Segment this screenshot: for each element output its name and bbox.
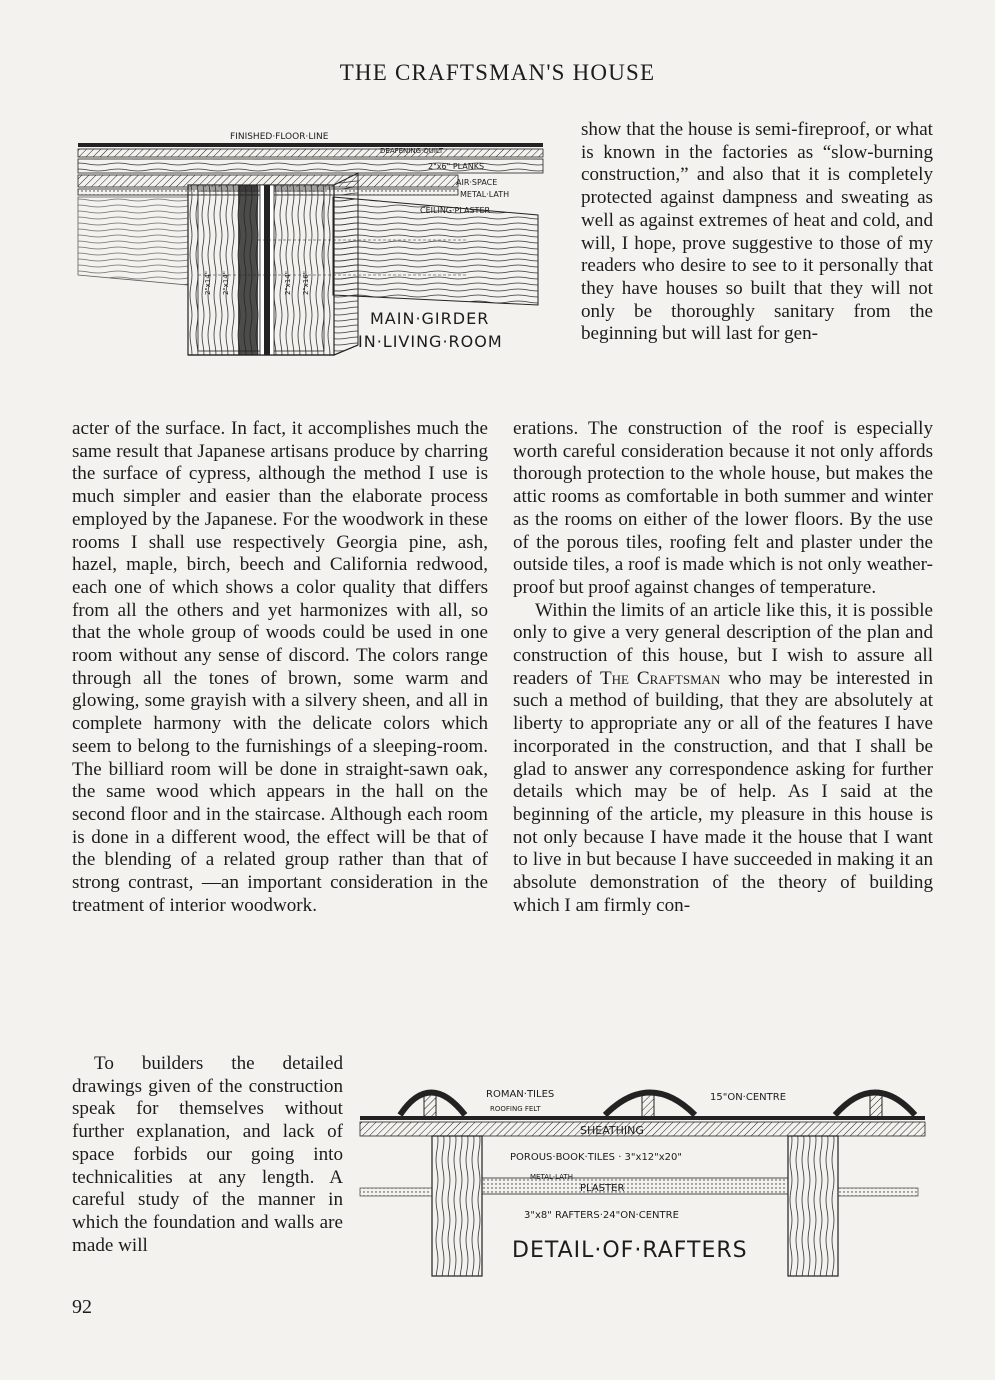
rafters-spacing-label: 3"x8" RAFTERS·24"ON·CENTRE <box>524 1210 679 1221</box>
metal-lath-label-rafters: METAL·LATH <box>530 1173 573 1181</box>
girder-caption-line-1: MAIN·GIRDER <box>370 309 490 328</box>
metal-lath-label: METAL·LATH <box>460 190 510 199</box>
girder-dim-2: 2"x14" <box>222 271 230 295</box>
magazine-name: The Craftsman <box>599 667 721 689</box>
column-right-text <box>513 418 933 917</box>
girder-dim-1: 2"x14" <box>204 271 212 295</box>
running-header: THE CRAFTSMAN'S HOUSE <box>339 60 656 85</box>
main-girder-figure <box>68 125 578 387</box>
porous-tiles-label: POROUS·BOOK·TILES · 3"x12"x20" <box>510 1152 683 1163</box>
air-space-label: AIR·SPACE <box>456 178 498 187</box>
column-left-text: acter of the surface. In fact, it accomplishes much the same result that Japanese artisans produce by charring the surface of cypress, although the method I use is much simpler and easier than the elaborate process employed by the Japanese. For the woodwork in these rooms I shall use respectively Georgia pine, ash, hazel, maple, birch, beech and California redwood, each one of which shows a color quality that differs from all the others and yet harmonizes with all, so that the whole group of woods could be used in one room without any sense of discord. The colors range through all the tones of brown, some warm and glowing, some grayish with a silvery sheen, and all in complete harmony with the delicate colors which seem to belong to the furnishings of a sleeping-room. The billiard room will be done in straight-sawn oak, the same wood which appears in the hall on the second floor and in the staircase. Although each room is done in a different wood, the effect will be that of the blending of a related group rather than that of strong contrast, —an important consideration in the treatment of interior woodwork. <box>72 418 488 916</box>
spacing-label: 15"ON·CENTRE <box>710 1092 787 1103</box>
plaster-label: PLASTER <box>580 1183 625 1194</box>
girder-dim-4: 2"x16" <box>302 271 310 295</box>
rafters-caption: DETAIL·OF·RAFTERS <box>512 1238 748 1263</box>
paragraph-top-right: show that the house is semi-fireproof, or what is known in the factories as “slow-burning construction,” and also that it is completely protected against dampness and sweating as well as against extremes of heat and cold, and will, I hope, prove suggestive to those of my readers who desire to see to it personally that they have houses so built that they will not only be thoroughly sanitary from the beginning but will last for gen- <box>581 119 933 345</box>
deafening-quilt-label: DEAFENING·QUILT <box>380 147 444 155</box>
girder-caption-line-2: IN·LIVING·ROOM <box>358 332 503 351</box>
paragraph-within-limits: Within the limits of an article like this, it is possible only to give a very general description of the plan and construction of this house, but I wish to assure all readers of The Craftsman who may be interested in such a method of building, that they are absolutely at liberty to appropriate any or all of the features I have incorporated in the construction, and that I shall be glad to answer any correspondence asking for further details which may be of help. As I said at the beginning of the article, my pleasure in this house is not only because I have made it the house that I want to live in but because I have succeeded in making it an absolute demonstration of the theory of building which I am firmly con- <box>513 599 934 916</box>
finished-floor-line-label: FINISHED·FLOOR·LINE <box>230 132 329 142</box>
roman-tiles-label: ROMAN·TILES <box>486 1089 555 1100</box>
roofing-felt-label: ROOFING FELT <box>490 1105 541 1113</box>
column-left-bottom <box>72 1053 343 1257</box>
rafters-figure <box>350 1070 932 1280</box>
planks-label: 2"x6" PLANKS <box>428 162 485 171</box>
sheathing-label: SHEATHING <box>580 1124 644 1137</box>
paragraph-roof: erations. The construction of the roof is especially worth careful consideration because it not only affords thorough protection to the whole house, but makes the attic rooms as comfortable in both summer and winter as the rooms on either of the lower floors. By the use of the porous tiles, roofing felt and plaster under the outside tiles, a roof is made which is not only weather-proof but proof against changes of temperature. <box>513 418 933 598</box>
ceiling-plaster-label: CEILING·PLASTER <box>420 206 491 215</box>
paragraph-builders: To builders the detailed drawings given of the construction speak for themselves without further explanation, and lack of space forbids our going into technicalities at any length. A careful study of the manner in which the foundation and walls are made will <box>72 1053 343 1256</box>
girder-dim-3: 2"x14" <box>284 271 292 295</box>
page-number: 92 <box>72 1296 92 1318</box>
